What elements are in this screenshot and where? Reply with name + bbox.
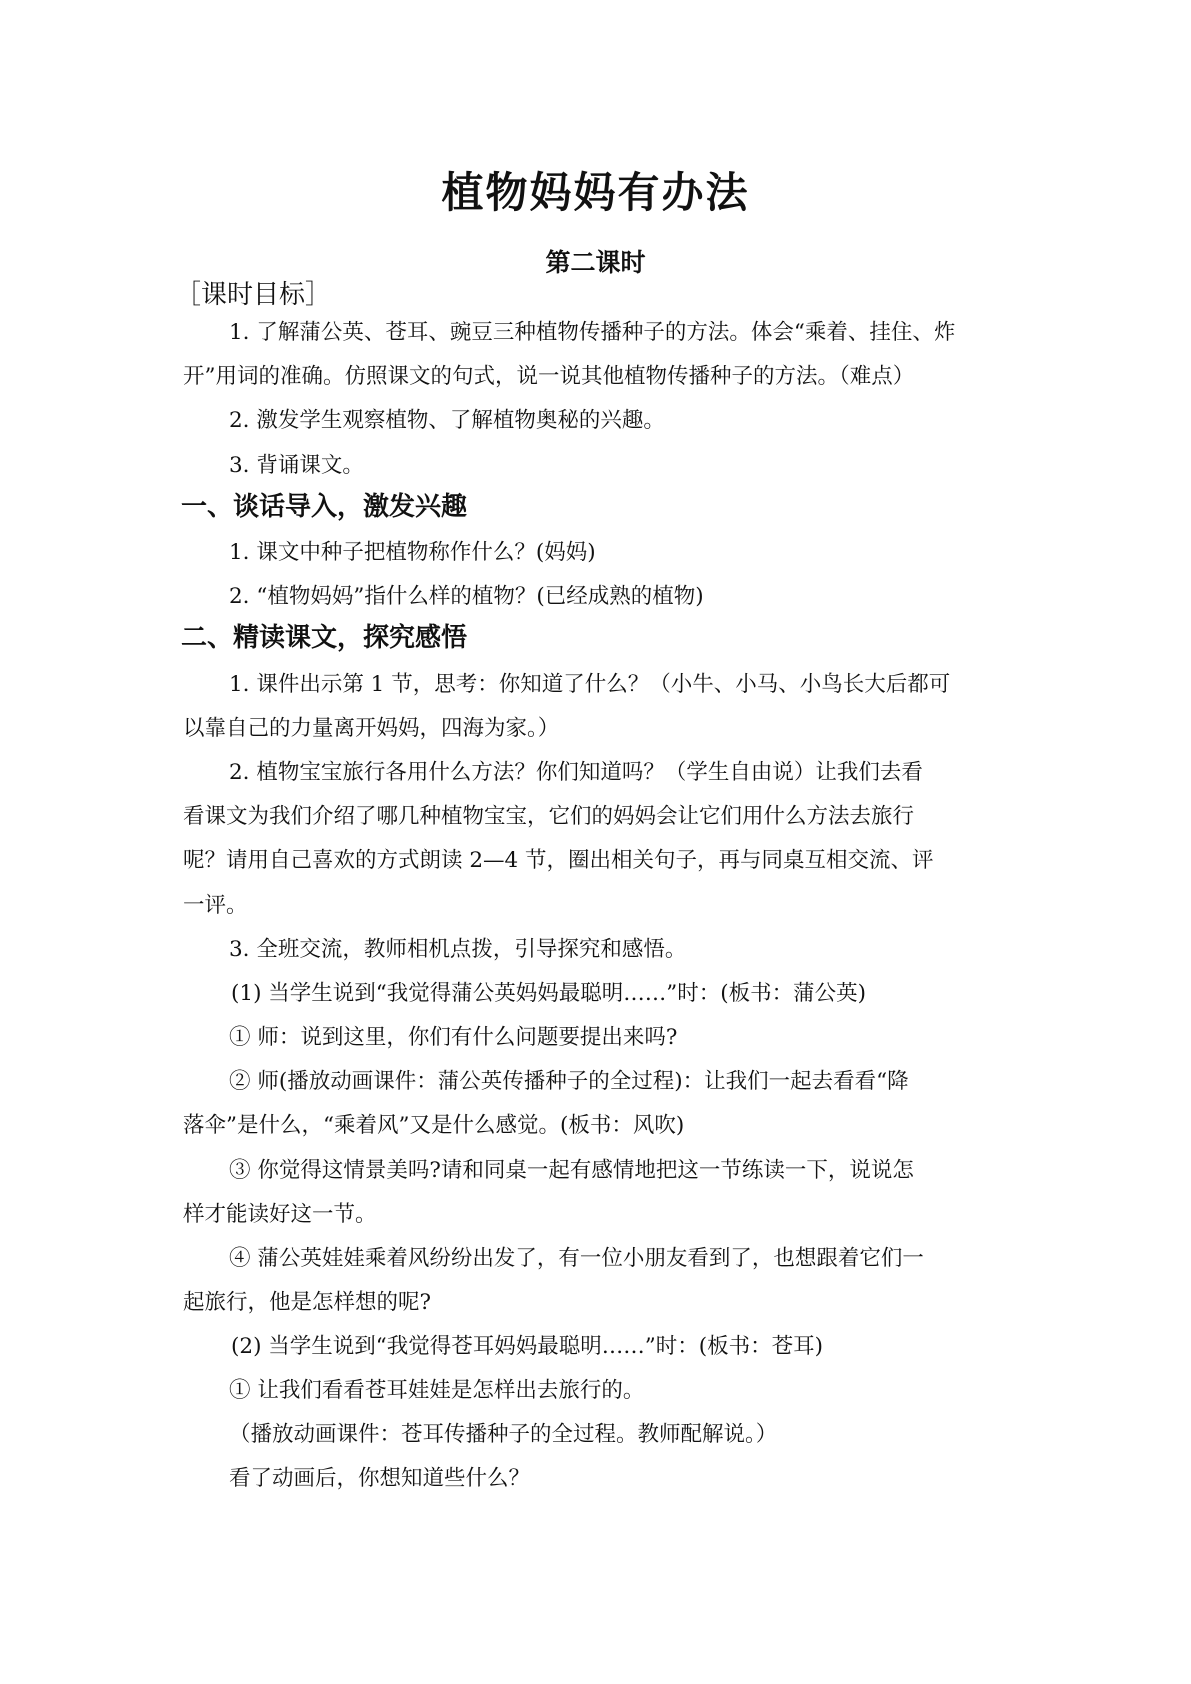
paragraph-line: 3. 全班交流，教师相机点拨，引导探究和感悟。 [229,937,687,962]
paragraph-line: （播放动画课件：苍耳传播种子的全过程。教师配解说。） [229,1422,778,1447]
paragraph-line: (1) 当学生说到“我觉得蒲公英妈妈最聪明……”时：(板书：蒲公英) [231,981,867,1006]
paragraph-line: 1. 课件出示第 1 节，思考：你知道了什么？（小牛、小马、小鸟长大后都可 [229,672,951,697]
paragraph-line: 1. 了解蒲公英、苍耳、豌豆三种植物传播种子的方法。体会“乘着、挂住、炸 [229,320,956,345]
paragraph-line: 2. 激发学生观察植物、了解植物奥秘的兴趣。 [229,408,665,433]
section-heading-intro: 一、谈话导入，激发兴趣 [181,492,468,522]
paragraph-line: 起旅行，他是怎样想的呢? [183,1290,432,1315]
paragraph-line: 落伞”是什么，“乘着风”又是什么感觉。(板书：风吹) [183,1113,685,1138]
document-title: 植物妈妈有办法 [441,168,750,217]
paragraph-line: 呢？请用自己喜欢的方式朗读 2—4 节，圈出相关句子，再与同桌互相交流、评 [183,848,934,873]
paragraph-line: 看课文为我们介绍了哪几种植物宝宝，它们的妈妈会让它们用什么方法去旅行 [183,804,915,829]
paragraph-line: 3. 背诵课文。 [229,453,364,478]
paragraph-line: ① 师：说到这里，你们有什么问题要提出来吗? [229,1025,678,1050]
paragraph-line: 样才能读好这一节。 [183,1202,377,1227]
lesson-period: 第二课时 [545,248,646,277]
section-heading-reading: 二、精读课文，探究感悟 [181,623,468,653]
paragraph-line: 1. 课文中种子把植物称作什么？(妈妈) [229,540,596,565]
paragraph-line: 以靠自己的力量离开妈妈，四海为家。） [183,716,560,741]
paragraph-line: ③ 你觉得这情景美吗?请和同桌一起有感情地把这一节练读一下，说说怎 [229,1158,914,1183]
paragraph-line: ① 让我们看看苍耳娃娃是怎样出去旅行的。 [229,1378,645,1403]
paragraph-line: (2) 当学生说到“我觉得苍耳妈妈最聪明……”时：(板书：苍耳) [231,1334,824,1359]
paragraph-line: ④ 蒲公英娃娃乘着风纷纷出发了，有一位小朋友看到了，也想跟着它们一 [229,1246,924,1271]
paragraph-line: ② 师(播放动画课件：蒲公英传播种子的全过程)：让我们一起去看看“降 [229,1069,909,1094]
paragraph-line: 一评。 [183,893,248,918]
section-heading-objectives: ［课时目标］ [175,280,332,310]
paragraph-line: 看了动画后，你想知道些什么？ [229,1466,531,1491]
paragraph-line: 开”用词的准确。仿照课文的句式，说一说其他植物传播种子的方法。（难点） [183,364,915,389]
paragraph-line: 2. “植物妈妈”指什么样的植物？(已经成熟的植物) [229,584,704,609]
paragraph-line: 2. 植物宝宝旅行各用什么方法？你们知道吗？（学生自由说）让我们去看 [229,760,923,785]
